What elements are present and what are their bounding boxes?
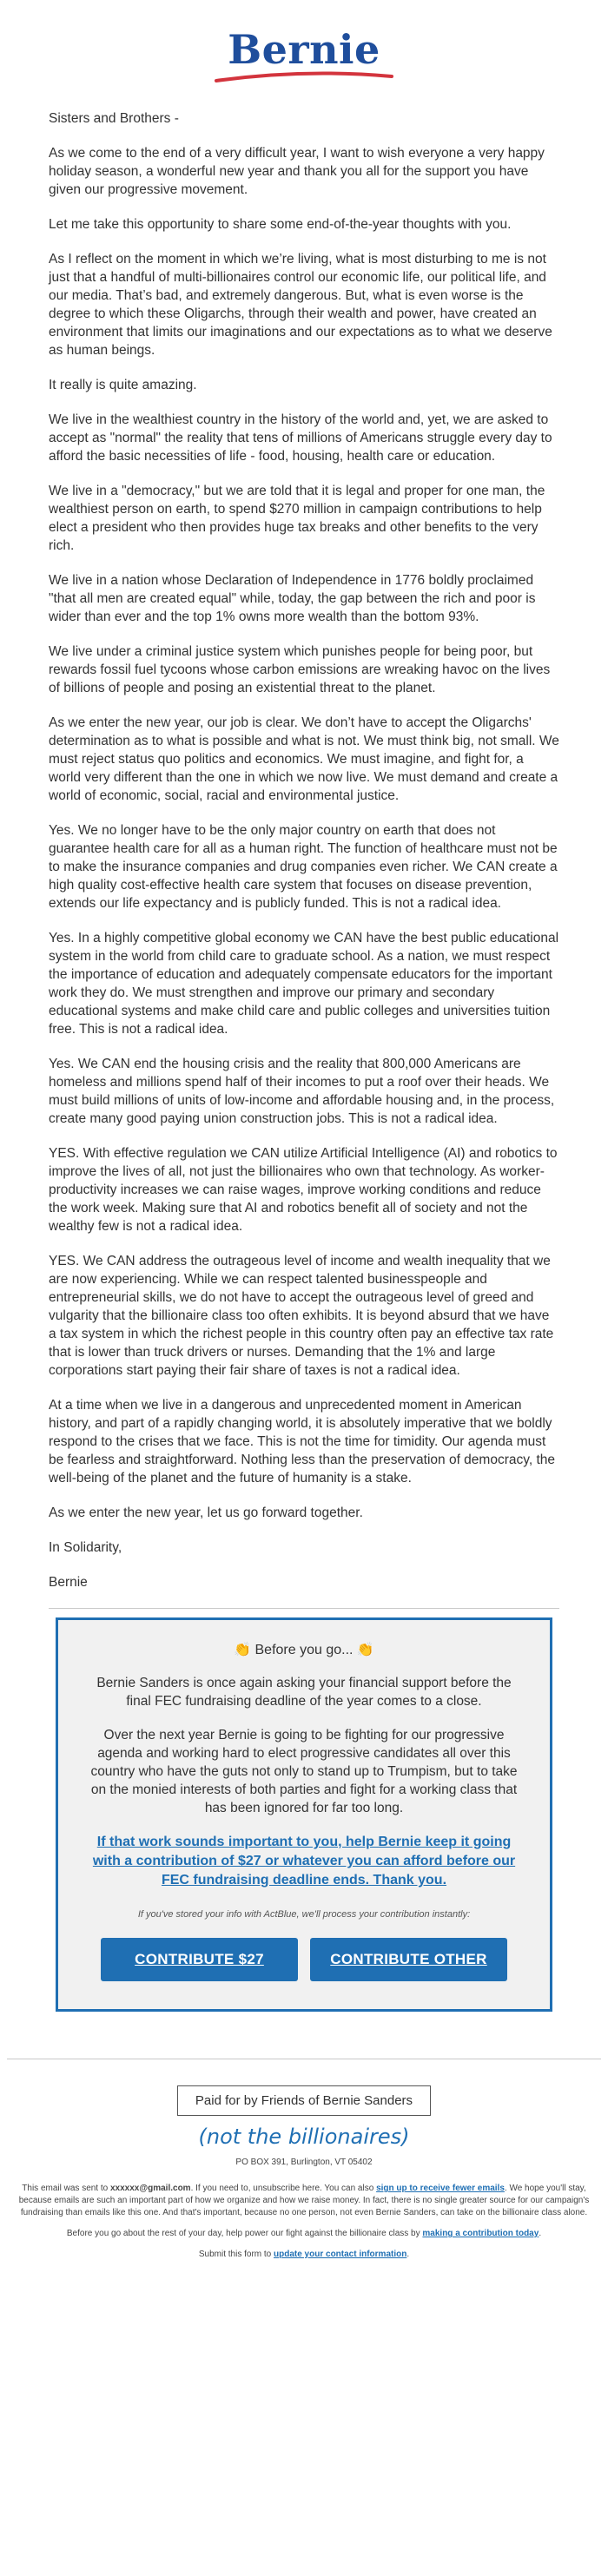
sign-off: In Solidarity, — [49, 1540, 122, 1555]
make-contribution-link[interactable]: making a contribution today — [422, 2229, 539, 2238]
contribute-27-button[interactable]: CONTRIBUTE $27 — [101, 1938, 298, 1981]
footer — [0, 2085, 608, 2261]
logo-swoosh-icon — [213, 71, 395, 83]
fine-text: . — [539, 2229, 542, 2238]
letter-paragraph: As we come to the end of a very difficult year, I want to wish everyone a very happy holiday season, a wonderful new year and thank you all for the support you have given our progressive movement. — [49, 146, 545, 197]
not-the-billionaires-tagline: (not the billionaires) — [198, 2125, 410, 2149]
mailing-address: PO BOX 391, Burlington, VT 05402 — [235, 2158, 373, 2167]
recipient-email: xxxxxx@gmail.com — [110, 2184, 191, 2193]
fine-text: Before you go about the rest of your day, help power our fight against the billionaire class by — [66, 2229, 423, 2238]
contribution-link[interactable]: If that work sounds important to you, help Bernie keep it going with a contribution of $27 or whatever you can afford before our FEC fundraising deadline ends. Thank you. — [92, 1835, 516, 1888]
update-info-notice — [0, 2249, 608, 2261]
logo-text: Bernie — [228, 26, 380, 73]
letter-paragraph: It really is quite amazing. — [49, 378, 197, 392]
contribute-other-button[interactable]: CONTRIBUTE OTHER — [310, 1938, 507, 1981]
letter-paragraph: As we enter the new year, our job is clear. We don’t have to accept the Oligarchs' determination as to what is possible and what is not. We must think big, not small. We must reject status quo politics and economics. We must imagine, and fight for, a world very different than the one in which we now live. We must demand and create a world of economic, social, racial and environmental justice. — [49, 715, 559, 803]
greeting: Sisters and Brothers - — [49, 111, 179, 126]
letter-paragraph: YES. We CAN address the outrageous level of income and wealth inequality that we are now experiencing. While we can respect talented businesspeople and entrepreneurial skills, we do not have to accept the outrageous level of greed and vulgarity that the billionaire class too often exhibits. It is beyond absurd that we have a tax system in which the richest people in this country often pay an effective tax rate that is lower than truck drivers or nurses. Demanding that the 1% and large corporations start paying their fair share of taxes is not a radical idea. — [49, 1254, 554, 1378]
donation-appeal-box — [56, 1617, 552, 2012]
fine-text: This email was sent to — [22, 2184, 110, 2193]
letter-paragraph: As I reflect on the moment in which we’re living, what is most disturbing to me is not just that a handful of multi-billionaires control our economic life, our political life, and our media. That’s bad, and extremely dangerous. But, what is even worse is the degree to which these Oligarchs, through their wealth and power, have created an environment that limits our imaginations and our expectations as to what we deserve as human beings. — [49, 252, 552, 358]
appeal-paragraph: Bernie Sanders is once again asking your financial support before the final FEC fundraising deadline of the year comes to a close. — [96, 1676, 512, 1709]
update-contact-link[interactable]: update your contact information — [274, 2250, 407, 2259]
letter-paragraph: Yes. We no longer have to be the only major country on earth that does not guarantee health care for all as a human right. The function of healthcare must not be to make the insurance companies and drug companies even richer. We CAN create a high quality cost-effective health care system that focuses on disease prevention, extends our life expectancy and is publicly funded. This is not a radical idea. — [49, 823, 558, 911]
letter-paragraph: At a time when we live in a dangerous and unprecedented moment in American history, and part of a rapidly changing world, it is absolutely imperative that we boldly respond to the crises that we face. This is not the time for timidity. Our agenda must be fearless and straightforward. Nothing less than the preservation of democracy, the well-being of the planet and the future of humanity is a stake. — [49, 1398, 555, 1486]
letter-paragraph: We live in a nation whose Declaration of Independence in 1776 boldly proclaimed "that all men are created equal" while, today, the gap between the rich and poor is wider than ever and the top 1% owns more wealth than the bottom 93%. — [49, 573, 536, 624]
appeal-heading: 👏 Before you go... 👏 — [234, 1643, 374, 1657]
contribute-buttons — [86, 1938, 522, 1981]
appeal-paragraph: Over the next year Bernie is going to be fighting for our progressive agenda and working hard to elect progressive candidates all over this country who have the guts not only to stand up to Trumpism, but to take on the monied interests of both parties and fight for a working class that has been ignored for far too long. — [90, 1728, 518, 1815]
letter-paragraph: Yes. In a highly competitive global economy we CAN have the best public educational system in the world from child care to graduate school. As a nation, we must respect the importance of education and adequately compensate educators for the important work they do. We must strengthen and improve our primary and secondary educational systems and make child care and public colleges and universities tuition free. This is not a radical idea. — [49, 931, 559, 1037]
fewer-emails-link[interactable]: sign up to receive fewer emails — [376, 2184, 505, 2193]
header — [0, 0, 608, 109]
fine-text: Submit this form to — [198, 2250, 274, 2259]
letter-body — [0, 109, 608, 1591]
fine-text: . If you need to, unsubscribe here. You can also — [190, 2184, 377, 2193]
actblue-note: If you've stored your info with ActBlue, we'll process your contribution instantly: — [137, 1909, 471, 1920]
letter-paragraph: We live in the wealthiest country in the history of the world and, yet, we are asked to accept as "normal" the reality that tens of millions of Americans struggle every day to afford the basic necessities of life - food, housing, health care or education. — [49, 412, 552, 464]
bernie-logo — [213, 26, 395, 83]
letter-paragraph: We live in a "democracy," but we are told that it is legal and proper for one man, the wealthiest person on earth, to spend $270 million in campaign contributions to help elect a president who then provides huge tax breaks and other benefits to the very rich. — [49, 484, 545, 553]
divider — [49, 1608, 559, 1609]
letter-paragraph: Yes. We CAN end the housing crisis and the reality that 800,000 Americans are homeless and millions spend half of their incomes to put a roof over their heads. We must build millions of units of low-income and affordable housing and, in the process, create many good paying union construction jobs. This is not a radical idea. — [49, 1057, 555, 1126]
letter-paragraph: As we enter the new year, let us go forward together. — [49, 1505, 363, 1520]
unsubscribe-notice — [0, 2183, 608, 2219]
letter-paragraph: Let me take this opportunity to share some end-of-the-year thoughts with you. — [49, 217, 512, 232]
letter-paragraph: We live under a criminal justice system which punishes people for being poor, but rewards fossil fuel tycoons whose carbon emissions are wreaking havoc on the lives of billions of people and posing an existential threat to the planet. — [49, 644, 551, 695]
fine-text: . We hope you'll stay, because emails are such an important part of how we organize and how we raise money. In fact, there is no single greater source for our campaign's fundraising than emails like this one. And that's important, because no one person, not even Bernie Sanders, can take on the billionaire class alone. — [18, 2184, 590, 2217]
signature: Bernie — [49, 1575, 88, 1590]
letter-paragraph: YES. With effective regulation we CAN utilize Artificial Intelligence (AI) and robotics to improve the lives of all, not just the billionaires who own that technology. As worker- productivity increases we can raise wages, improve working conditions and reduce the work week. Making sure that AI and robotics benefit all of society and not the wealthy few is not a radical idea. — [49, 1146, 558, 1234]
fine-text: . — [406, 2250, 410, 2259]
contribute-notice — [0, 2228, 608, 2240]
paid-for-disclaimer: Paid for by Friends of Bernie Sanders — [177, 2085, 431, 2116]
